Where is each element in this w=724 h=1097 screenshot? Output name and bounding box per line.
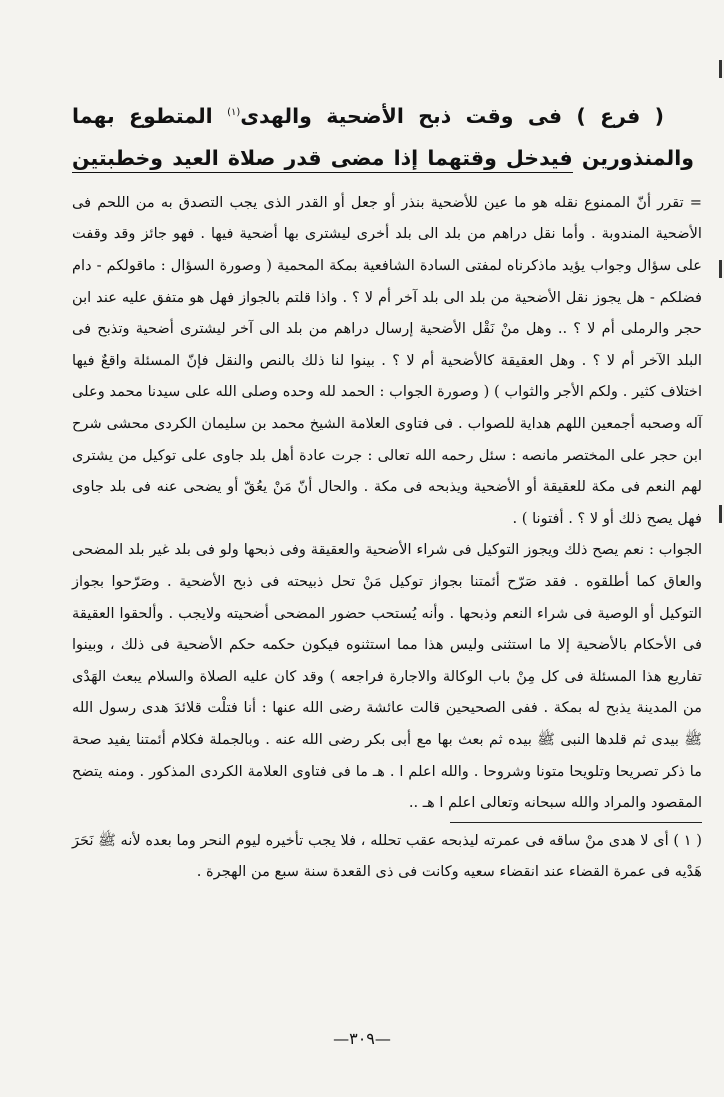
edge-mark [719,60,722,78]
commentary-paragraph-2: الجواب : نعم يصح ذلك ويجوز التوكيل فى شراء الأضحية والعقيقة وفى ذبحها ولو فى بلد غير بلد المضحى والعاق كما أطلقوه . فقد صَرّح أئمتنا بجواز توكيل مَنْ تحل ذبيحته فى ذبح الأضحية . وصَرّحوا بجواز التوكيل أو الوصية فى شراء النعم وذبحها . وأنه يُستحب حضور المضحى أضحيته ولايجب . وألحقوا العقيقة فى الأحكام بالأضحية إلا ما استثنى وليس هذا مما استثنوه فيكون حكمه حكم الأضحية فى ذلك ، وبينوا تفاريع هذا المسئلة فى كل مِنْ باب الوكالة والاجارة فراجعه ) وقد كان عليه الصلاة والسلام يبعث الهَدْى من المدينة يذبح له بمكة . ففى الصحيحين قالت عائشة رضى الله عنها : أنا فتلْت قلائدَ هدى رسول الله ﷺ بيدى ثم قلدها النبى ﷺ بيده ثم بعث بها مع أبى بكر رضى الله عنه . وبالجملة فكلام أئمتنا يفيد صحة ما ذكر تصريحا وتلويحا متونا وشروحا . والله اعلم ا . هـ ما فى فتاوى العلامة الكردى المذكور . ومنه يتضح المقصود والمراد والله سبحانه وتعالى اعلم ا هـ .. [72,541,702,812]
heading-text-tail: المتطوع بهما [72,103,213,128]
scan-edge [708,0,722,1097]
heading-line-1 [72,92,694,137]
heading-line-2 [72,137,694,179]
footnote-divider [450,822,702,823]
heading-text: ( فرع ) فى وقت ذبح الأضحية والهدى [240,103,664,128]
edge-mark [719,260,722,278]
edge-mark [719,505,722,523]
heading-line-2-lead: والمنذورين [581,145,695,170]
footnote-text: ( ١ ) أى لا هدى منْ ساقه فى عمرته ليذبحه عقب تحلله ، فلا يجب تأخيره ليوم النحر وما بعده لأنه ﷺ نَحَرَ هَدْيه فى عمرة القضاء عند انقضاء سعيه وكانت فى ذى القعدة سنة سبع من الهجرة . [72,831,702,881]
commentary-body [72,187,702,819]
heading-underlined-text: فيدخل وقتهما إذا مضى قدر صلاة العيد وخطبتين [72,146,573,173]
section-heading [72,92,694,179]
footnote-reference: (١) [227,107,241,118]
commentary-paragraph-1: = تقرر أنّ الممنوع نقله هو ما عين للأضحية بنذر أو جعل أو القدر الذى يجب التصدق به من اللحم فى الأضحية المندوبة . وأما نقل دراهم من بلد الى بلد أخرى ليشترى بها أضحية فيها . فهو جائز وقد وقفت على سؤال وجواب يؤيد ماذكرناه لمفتى السادة الشافعية بمكة المحمية ( وصورة السؤال : ماقولكم - دام فضلكم - هل يجوز نقل الأضحية من بلد الى بلد آخر أم لا ؟ . واذا قلتم بالجواز فهل هو متفق عليه عند ابن حجر والرملى أم لا ؟ .. وهل منْ نَقْل الأضحية إرسال دراهم من بلد الى آخر ليشترى أضحية وتذبح فى البلد الآخر أم لا ؟ . وهل العقيقة كالأضحية أم لا ؟ . بينوا لنا ذلك بالنص والنقل فإنّ المسئلة واقعٌ فيها اختلاف كثير . ولكم الأجر والثواب ) ( وصورة الجواب : الحمد لله وحده وصلى الله على سيدنا محمد وعلى آله وصحبه أجمعين اللهم هداية للصواب . فى فتاوى العلامة الشيخ محمد بن سليمان الكردى محشى شرح ابن حجر على المختصر مانصه : سئل رحمه الله تعالى : جرت عادة أهل بلد جاوى على توكيل من يشترى لهم النعم فى مكة للعقيقة أو الأضحية ويذبحه فى مكة . والحال أنّ مَنْ يعُقّ أو يضحى عنه فى بلد جاوى فهل يصح ذلك أو لا ؟ . أفتونا ) . [72,193,702,527]
page-number: —٣٠٩— [333,1029,391,1048]
book-page [72,92,702,888]
